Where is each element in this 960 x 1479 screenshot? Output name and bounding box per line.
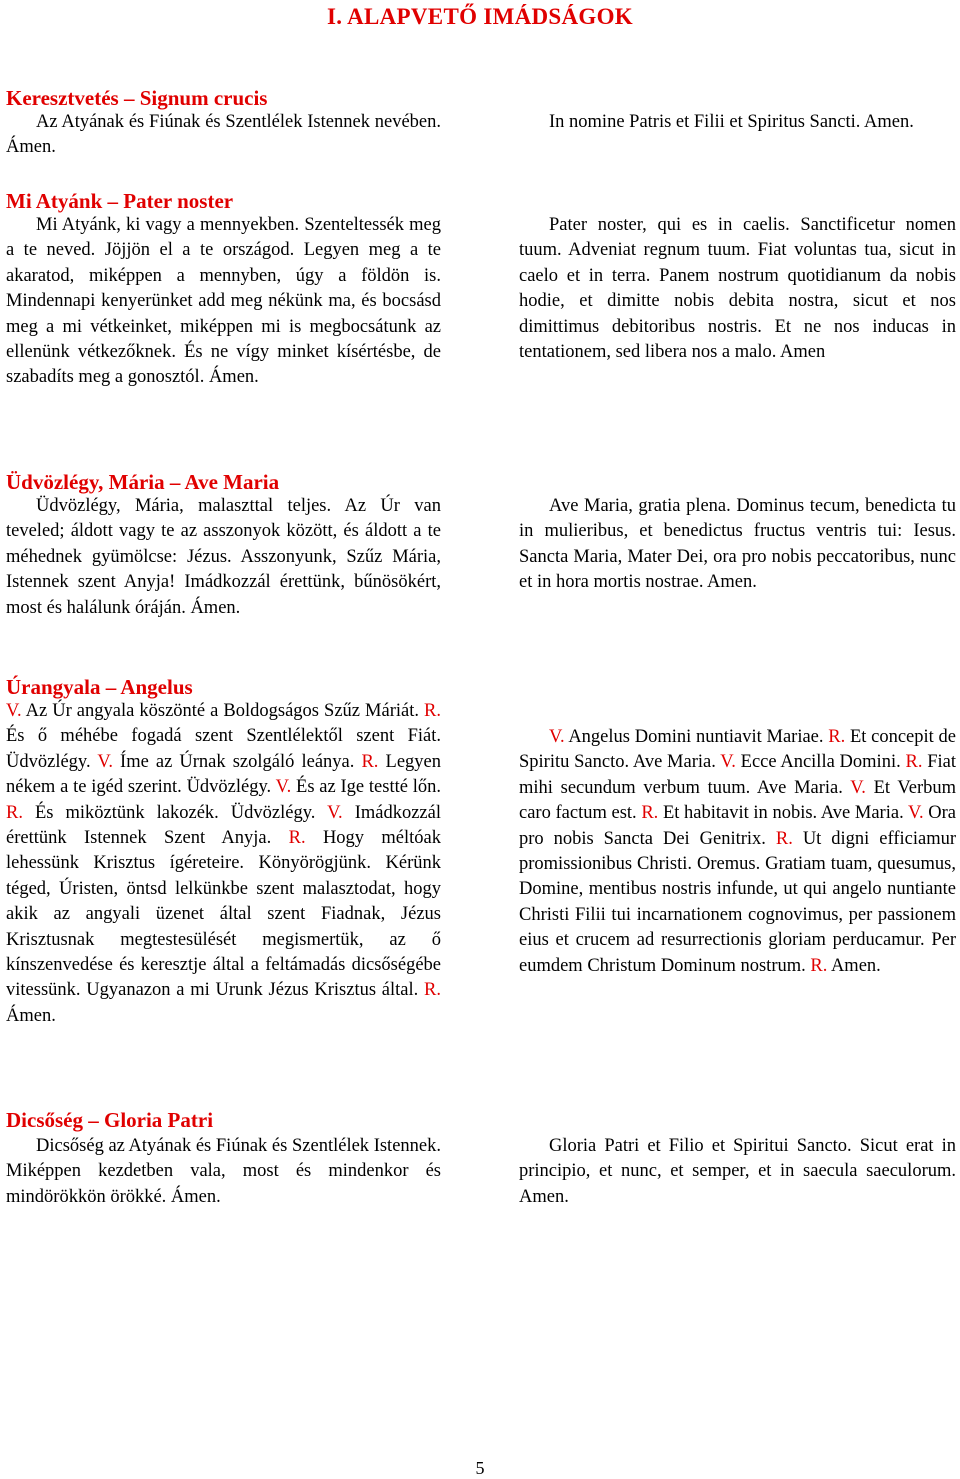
versicle-marker: V.: [850, 777, 866, 798]
versicle-marker: V.: [908, 803, 924, 824]
section-title: Üdvözlégy, Mária – Ave Maria: [6, 470, 280, 494]
versicle-marker: V.: [275, 777, 292, 798]
section-title: Keresztvetés – Signum crucis: [6, 86, 268, 110]
response-marker: R.: [424, 980, 441, 1001]
page-title: I. ALAPVETŐ IMÁDSÁGOK: [327, 4, 633, 29]
response-marker: R.: [775, 828, 793, 849]
response-marker: R.: [361, 751, 379, 772]
hungarian-text: Üdvözlégy, Mária, malaszttal teljes. Az Úr van teveled; áldott vagy te az asszonyok között, és áldott a te méhednek gyümölcse: Jézus. Asszonyunk, Szűz Mária, Istennek szent Anyja! Imádkozzál érettünk, bűnösökért, most és halálunk óráján. Ámen.: [6, 496, 441, 618]
latin-text: Pater noster, qui es in caelis. Sanctificetur nomen tuum. Adveniat regnum tuum. Fiat voluntas tua, sicut in caelo et in terra. Panem nostrum quotidianum da nobis hodie, et dimitte nobis debita nostra, sicut et nos dimittimus debitoribus nostris. Et ne nos inducas in tentationem, sed libera nos a malo. Amen: [519, 215, 956, 363]
versicle-marker: V.: [6, 701, 22, 721]
hungarian-text: Az Atyának és Fiúnak és Szentlélek Istennek nevében. Ámen.: [6, 112, 441, 158]
hungarian-text: Mi Atyánk, ki vagy a mennyekben. Szenteltessék meg a te neved. Jöjjön el a te országod. Legyen meg a te akaratod, miképpen a mennyben, úgy a földön is. Mindennapi kenyerünket add meg nékünk ma, és bocsásd meg a mi vétkeinket, miképpen mi is megbocsátunk az ellenünk vétkezőknek. És ne vígy minket kísértésbe, de szabadíts meg a gonosztól. Ámen.: [6, 215, 441, 388]
response-marker: R.: [905, 752, 923, 773]
hungarian-text: V. Az Úr angyala köszönté a Boldogságos Szűz Máriát. R. És ő méhébe fogadá szent Szentlélektől szent Fiát. Üdvözlégy. V. Íme az Úrnak szolgáló leánya. R. Legyen nékem a te igéd szerint. Üdvözlégy. V. És az Ige testté lőn. R. És miköztünk lakozék. Üdvözlégy. V. Imádkozzál érettünk Istennek Szent Anyja. R. Hogy méltóak lehessünk Krisztus ígéreteire. Könyörögjünk. Kérünk téged, Úristen, öntsd lelkünkbe szent malasztodat, hogy akik az angyali üzenet által szent Fiadnak, Jézus Krisztusnak megtestesülését megismertük, az ő kínszenvedése és keresztje által a feltámadás dicsőségébe vitessünk. Ugyanazon a mi Urunk Jézus Krisztus által. R. Ámen.: [6, 701, 442, 1026]
versicle-marker: V.: [327, 802, 343, 823]
response-marker: R.: [828, 727, 846, 747]
section-title: Úrangyala – Angelus: [6, 675, 193, 699]
latin-text: V. Angelus Domini nuntiavit Mariae. R. Et concepit de Spiritu Sancto. Ave Maria. V. Ecce Ancilla Domini. R. Fiat mihi secundum verbum tuum. Ave Maria. V. Et Verbum caro factum est. R. Et habitavit in nobis. Ave Maria. V. Ora pro nobis Sancta Dei Genitrix. R. Ut digni efficiamur promissionibus Christi. Oremus. Gratiam tuam, quesumus, Domine, mentibus nostris infunde, ut qui angelo nuntiante Christi Filii tui incarnationem cognovimus, per passionem eius et crucem ad resurrectionis gloriam perducamur. Per eumdem Christum Dominum nostrum. R. Amen.: [519, 727, 957, 976]
response-marker: R.: [6, 802, 23, 823]
response-marker: R.: [641, 803, 659, 824]
section-title: Mi Atyánk – Pater noster: [6, 189, 234, 213]
latin-text: In nomine Patris et Filii et Spiritus Sancti. Amen.: [549, 112, 914, 132]
versicle-marker: V.: [549, 727, 565, 747]
response-marker: R.: [424, 701, 441, 721]
latin-text: Ave Maria, gratia plena. Dominus tecum, benedicta tu in mulieribus, et benedictus fructus ventris tui: Iesus. Sancta Maria, Mater Dei, ora pro nobis peccatoribus, nunc et in hora mortis nostrae. Amen.: [519, 496, 956, 593]
versicle-marker: V.: [720, 752, 736, 773]
hungarian-text: Dicsőség az Atyának és Fiúnak és Szentlélek Istennek. Miképpen kezdetben vala, most és mindenkor és mindörökkön örökké. Ámen.: [6, 1136, 441, 1207]
response-marker: R.: [810, 955, 828, 976]
latin-text: Gloria Patri et Filio et Spiritui Sancto. Sicut erat in principio, et nunc, et semper, et in saecula saeculorum. Amen.: [519, 1136, 956, 1207]
versicle-marker: V.: [97, 751, 113, 772]
section-title: Dicsőség – Gloria Patri: [6, 1108, 214, 1132]
response-marker: R.: [288, 828, 306, 849]
page-number: 5: [475, 1458, 485, 1478]
